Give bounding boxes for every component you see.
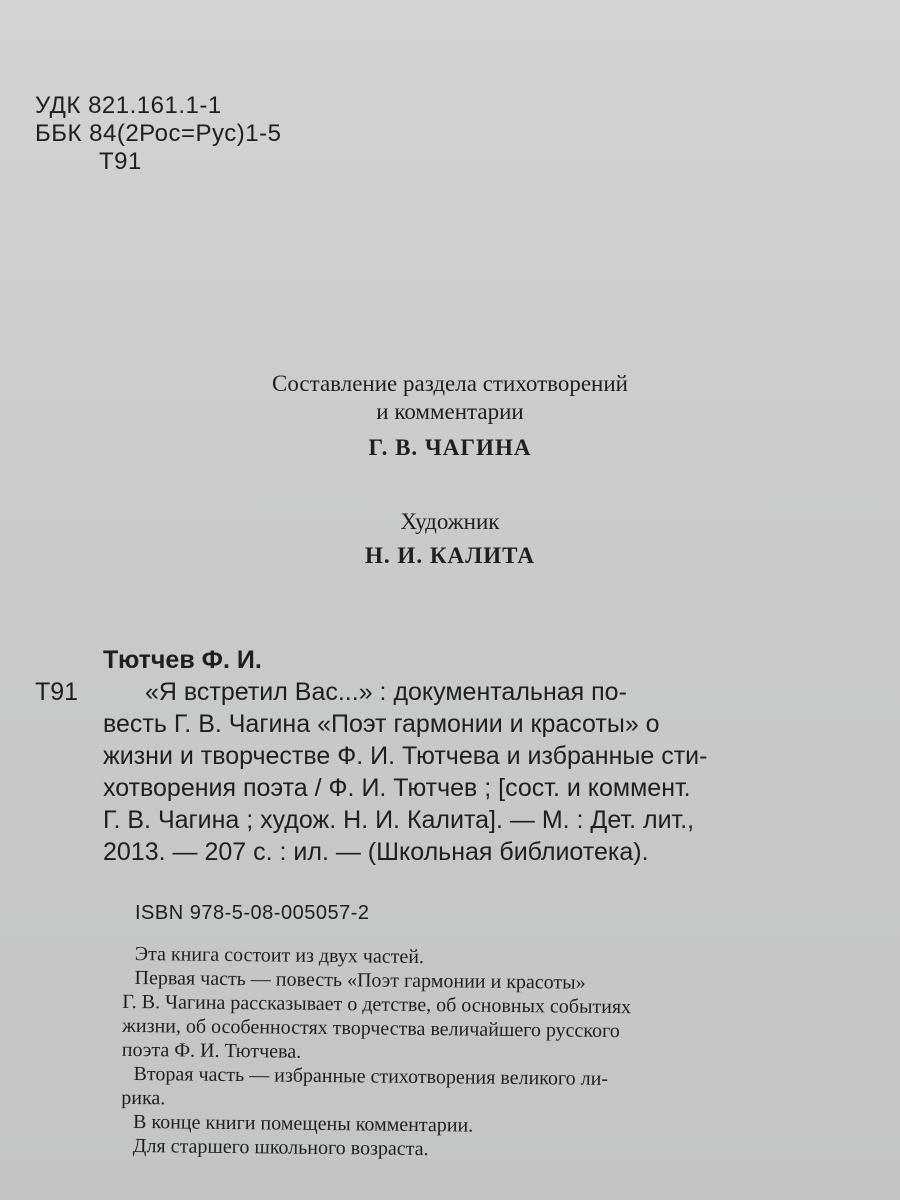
udk-code: УДК 821.161.1-1 — [35, 92, 222, 119]
compiler-role-line1: Составление раздела стихотворений — [272, 371, 628, 396]
annotation-line: Для старшего школьного возраста. — [132, 1134, 429, 1161]
annotation-line: В конце книги помещены комментарии. — [132, 1110, 474, 1137]
record-line: весть Г. В. Чагина «Поэт гармонии и красоты» о — [103, 710, 660, 738]
annotation-line: поэта Ф. И. Тютчева. — [121, 1038, 302, 1063]
bbk-code: ББК 84(2Рос=Рус)1-5 — [35, 120, 282, 147]
compiler-credit — [0, 370, 900, 462]
record-shelf-mark: Т91 — [35, 678, 79, 706]
compiler-role-line2: и комментарии — [376, 399, 524, 424]
artist-name: Н. И. КАЛИТА — [365, 543, 535, 568]
record-line: хотворения поэта / Ф. И. Тютчев ; [сост. и коммент. — [103, 774, 691, 802]
record-line: жизни и творчестве Ф. И. Тютчева и избранные сти- — [103, 742, 708, 770]
record-line: 2013. — 207 с. : ил. — (Школьная библиотека). — [103, 838, 649, 866]
isbn: ISBN 978-5-08-005057-2 — [135, 902, 370, 924]
record-line: «Я встретил Вас...» : документальная по- — [145, 678, 627, 706]
annotation — [121, 942, 855, 1166]
artist-credit — [0, 508, 900, 570]
annotation-line: Эта книга состоит из двух частей. — [134, 942, 425, 969]
annotation-line: жизни, об особенностях творчества величайшего русского — [122, 1014, 620, 1043]
author-mark: Т91 — [99, 148, 142, 175]
annotation-line: Вторая часть — избранные стихотворения великого ли- — [133, 1062, 609, 1090]
artist-role: Художник — [400, 509, 500, 534]
annotation-line: Г. В. Чагина рассказывает о детстве, об основных событиях — [122, 990, 632, 1019]
record-line: Г. В. Чагина ; худож. Н. И. Калита]. — М. : Дет. лит., — [103, 806, 695, 834]
annotation-line: Первая часть — повесть «Поэт гармонии и красоты» — [134, 966, 586, 994]
annotation-line: рика. — [121, 1086, 166, 1110]
classification-codes — [35, 92, 281, 176]
record-author: Тютчев Ф. И. — [103, 646, 262, 674]
compiler-name: Г. В. ЧАГИНА — [368, 435, 532, 460]
